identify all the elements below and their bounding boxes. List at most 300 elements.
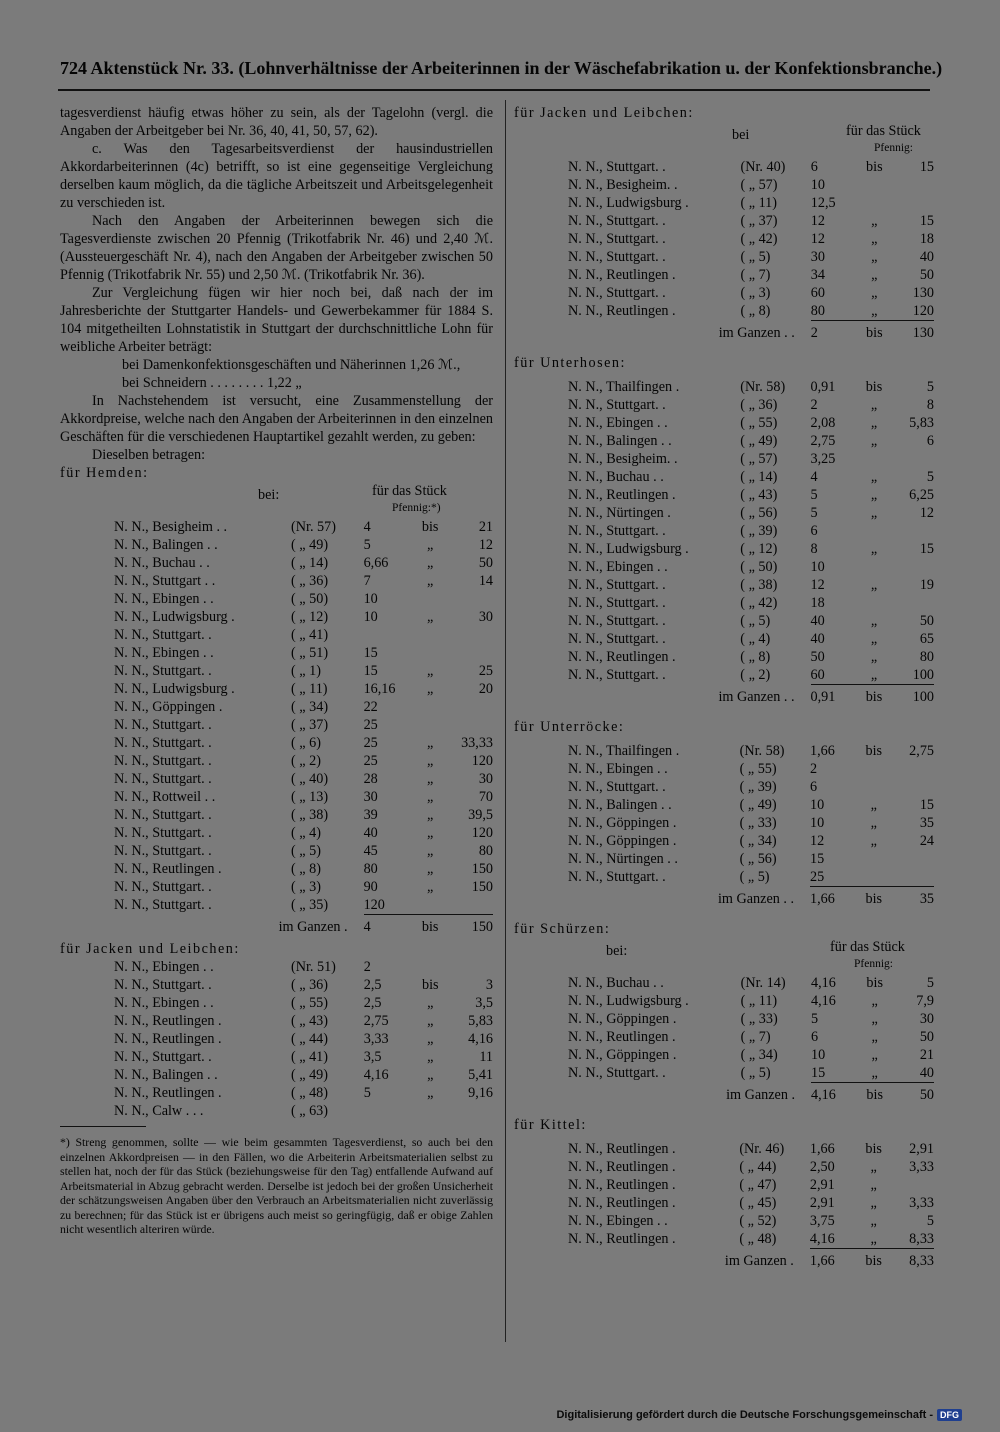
table-row <box>60 824 493 842</box>
price-from: 2,08 <box>810 415 836 431</box>
price-from: 2,50 <box>809 1159 835 1175</box>
price-from: 4,16 <box>363 1067 389 1083</box>
table-row <box>60 626 493 644</box>
total-row <box>60 915 493 937</box>
header-rule <box>58 89 930 91</box>
price-to: 19 <box>919 577 934 593</box>
shop-name: N. N., Buchau . . <box>568 975 664 991</box>
table-row <box>514 266 934 284</box>
range-sign: „ <box>427 1049 434 1065</box>
shop-number: ( „ 3) <box>291 879 321 895</box>
price-to: 80 <box>478 843 493 859</box>
price-from: 1,66 <box>809 1141 835 1157</box>
table-row <box>514 1176 934 1194</box>
page-header: 724 Aktenstück Nr. 33. (Lohnverhältnisse der Arbeiterinnen in der Wäschefabrikation u. der Konfektionsbranche.) <box>60 58 943 78</box>
price-from: 0,91 <box>810 379 836 395</box>
table-row <box>60 554 493 572</box>
price-from: 25 <box>363 735 378 751</box>
table-row <box>514 850 934 868</box>
range-sign: bis <box>866 975 883 991</box>
shop-number: ( „ 39) <box>740 523 778 539</box>
table-row <box>60 1084 493 1102</box>
range-sign: „ <box>427 825 434 841</box>
range-sign <box>413 896 448 915</box>
shop-number: ( „ 12) <box>740 541 778 557</box>
shop-name: N. N., Stuttgart. . <box>568 231 666 247</box>
paragraph-1: tagesverdienst häufig etwas höher zu sein, als der Tagelohn (vergl. die Angaben der Arbeitgeber bei Nr. 36, 40, 41, 50, 57, 62). <box>60 105 493 139</box>
price-to: 8,33 <box>909 1231 934 1247</box>
price-to: 50 <box>919 613 934 629</box>
head-pfennig: Pfennig: <box>854 958 893 970</box>
price-to: 21 <box>478 519 493 535</box>
range-sign: bis <box>857 1249 891 1271</box>
price-from: 40 <box>363 825 378 841</box>
range-sign: „ <box>870 541 878 557</box>
range-sign: „ <box>871 231 878 247</box>
price-from: 18 <box>810 595 825 611</box>
price-from: 10 <box>363 609 378 625</box>
shop-number: (Nr. 58) <box>740 379 786 395</box>
price-from: 22 <box>363 699 378 715</box>
range-sign: „ <box>427 609 434 625</box>
price-to: 70 <box>478 789 493 805</box>
range-sign: „ <box>427 1031 434 1047</box>
shop-name: N. N., Stuttgart. . <box>568 159 666 175</box>
shop-name: N. N., Ludwigsburg . <box>568 541 689 557</box>
price-from: 3,75 <box>809 1213 835 1229</box>
range-sign: „ <box>870 613 878 629</box>
shop-name: N. N., Reutlingen . <box>114 1085 222 1101</box>
shop-number: ( „ 48) <box>739 1231 777 1247</box>
price-from: 80 <box>363 861 378 877</box>
table-row <box>514 450 934 468</box>
price-to: 15 <box>919 797 934 813</box>
price-to: 80 <box>919 649 934 665</box>
range-sign: „ <box>427 555 434 571</box>
price-to: 5,83 <box>909 415 934 431</box>
shop-number: ( „ 51) <box>291 645 329 661</box>
shop-name: N. N., Ludwigsburg . <box>114 681 235 697</box>
price-from: 5 <box>811 1011 819 1027</box>
table-row <box>514 302 934 321</box>
price-to: 8 <box>926 397 934 413</box>
price-to: 33,33 <box>461 735 493 751</box>
price-from: 6,66 <box>363 555 389 571</box>
shop-name: N. N., Balingen . . <box>114 1067 218 1083</box>
table-row <box>60 860 493 878</box>
shop-name: N. N., Stuttgart. . <box>568 631 666 647</box>
price-to: 11 <box>479 1049 493 1065</box>
shop-name: N. N., Stuttgart. . <box>568 523 666 539</box>
paragraph-4: Zur Vergleichung fügen wir hier noch bei, daß nach der im Jahresberichte der Stuttgarter Handels- und Gewerbekammer für 1884 S. 104 mitgetheilten Lohnstatistik in Stuttgart der durchschnittliche Lohn für weibliche Arbeiter beträgt: <box>60 285 493 355</box>
range-sign: bis <box>421 519 439 535</box>
total-to: 8,33 <box>891 1249 935 1271</box>
table-row <box>514 230 934 248</box>
shop-number: ( „ 38) <box>740 577 778 593</box>
range-sign <box>413 644 448 662</box>
range-sign: bis <box>866 159 883 175</box>
price-to: 3,33 <box>909 1159 934 1175</box>
wage-example-1: bei Damenkonfektionsgeschäften und Näherinnen 1,26 ℳ., <box>122 357 461 373</box>
shop-name: N. N., Stuttgart. . <box>568 213 666 229</box>
range-sign: „ <box>427 735 434 751</box>
price-to: 120 <box>912 303 934 319</box>
shop-name: N. N., Stuttgart. . <box>114 879 212 895</box>
range-sign: „ <box>870 815 877 831</box>
range-sign: bis <box>858 1083 892 1105</box>
price-from: 40 <box>810 631 825 647</box>
table-row <box>514 612 934 630</box>
section-title-schuerzen: für Schürzen: <box>514 921 611 937</box>
price-to: 39,5 <box>468 807 493 823</box>
total-row <box>514 1083 934 1105</box>
shop-name: N. N., Balingen . . <box>568 433 672 449</box>
range-sign: bis <box>421 977 439 993</box>
shop-name: N. N., Stuttgart. . <box>114 627 212 643</box>
shop-name: N. N., Göppingen . <box>114 699 223 715</box>
shop-name: N. N., Ludwigsburg . <box>568 195 689 211</box>
price-from: 1,66 <box>810 743 835 759</box>
table-row <box>60 1102 493 1120</box>
shop-name: N. N., Göppingen . <box>568 815 677 831</box>
range-sign: „ <box>871 1047 878 1063</box>
range-sign: „ <box>871 993 878 1009</box>
table-head <box>514 938 934 974</box>
shop-number: ( „ 34) <box>740 1047 778 1063</box>
price-to: 20 <box>478 681 493 697</box>
range-sign: bis <box>413 915 448 937</box>
table-row <box>60 806 493 824</box>
shop-name: N. N., Stuttgart. . <box>568 869 666 885</box>
table-row <box>514 522 934 540</box>
table-row <box>514 974 934 992</box>
shop-name: N. N., Stuttgart. . <box>114 825 212 841</box>
section-title-hemden: für Hemden: <box>60 465 149 481</box>
table-row <box>514 540 934 558</box>
price-to: 6 <box>926 433 934 449</box>
shop-name: N. N., Balingen . . <box>114 537 218 553</box>
price-from: 80 <box>810 303 825 319</box>
table-row <box>514 378 934 396</box>
digitization-credit <box>556 1406 962 1424</box>
shop-name: N. N., Besigheim. . <box>568 177 678 193</box>
shop-number: ( „ 13) <box>291 789 329 805</box>
schuerzen-table <box>514 974 934 1104</box>
price-from: 3,5 <box>363 1049 382 1065</box>
table-row <box>514 1140 934 1158</box>
price-from <box>364 626 413 644</box>
range-sign <box>857 522 890 540</box>
shop-number: ( „ 8) <box>740 649 771 665</box>
price-to: 150 <box>471 879 493 895</box>
shop-number: ( „ 6) <box>291 735 321 751</box>
table-row <box>60 1030 493 1048</box>
table-row <box>60 1048 493 1066</box>
shop-name: N. N., Ebingen . . <box>114 645 214 661</box>
table-row <box>514 576 934 594</box>
price-to: 30 <box>478 771 493 787</box>
table-row <box>514 284 934 302</box>
range-sign: bis <box>857 685 890 707</box>
shop-name: N. N., Stuttgart. . <box>114 897 212 913</box>
shop-number: ( „ 7) <box>740 1029 771 1045</box>
price-from: 4 <box>810 469 818 485</box>
range-sign: „ <box>427 1085 434 1101</box>
shop-number: ( „ 33) <box>739 815 777 831</box>
table-row <box>60 716 493 734</box>
table-row <box>60 572 493 590</box>
shop-name: N. N., Buchau . . <box>114 555 210 571</box>
shop-number: ( „ 4) <box>291 825 321 841</box>
total-to: 50 <box>891 1083 934 1105</box>
table-row <box>514 742 934 760</box>
price-from: 15 <box>810 851 825 867</box>
shop-number: ( „ 11) <box>740 993 778 1009</box>
price-to: 5,41 <box>468 1067 493 1083</box>
table-row <box>514 760 934 778</box>
shop-number: ( „ 36) <box>290 977 328 993</box>
range-sign: „ <box>870 631 878 647</box>
shop-number: ( „ 5) <box>740 1065 771 1081</box>
price-from: 39 <box>363 807 378 823</box>
price-from: 4,16 <box>809 1231 835 1247</box>
range-sign <box>858 176 892 194</box>
price-from: 10 <box>811 1047 826 1063</box>
price-to: 15 <box>919 541 934 557</box>
dfg-logo-icon: DFG <box>937 1409 962 1421</box>
range-sign: „ <box>870 833 877 849</box>
total-row <box>514 887 934 909</box>
price-to: 40 <box>919 1065 934 1081</box>
total-to: 130 <box>891 321 934 343</box>
price-to: 130 <box>912 285 934 301</box>
section-title-jacken: für Jacken und Leibchen: <box>60 941 240 957</box>
range-sign: „ <box>871 213 878 229</box>
table-row <box>60 536 493 554</box>
shop-number: ( „ 52) <box>739 1213 777 1229</box>
shop-name: N. N., Thailfingen . <box>568 379 680 395</box>
shop-number: ( „ 11) <box>291 681 328 697</box>
price-to: 50 <box>919 1029 934 1045</box>
shop-number: ( „ 2) <box>291 753 321 769</box>
shop-name: N. N., Stuttgart. . <box>568 613 666 629</box>
price-from: 4 <box>363 519 371 535</box>
range-sign <box>858 194 892 212</box>
shop-name: N. N., Stuttgart. . <box>568 595 666 611</box>
unterroecke-table <box>514 742 934 908</box>
shop-number: ( „ 43) <box>290 1013 328 1029</box>
price-from: 2 <box>363 959 371 975</box>
shop-number: ( „ 5) <box>739 869 770 885</box>
shop-number: ( „ 33) <box>740 1011 778 1027</box>
table-row <box>60 590 493 608</box>
kittel-table <box>514 1140 934 1270</box>
shop-number: ( „ 44) <box>290 1031 328 1047</box>
price-from: 10 <box>810 815 825 831</box>
price-to <box>891 778 934 796</box>
price-to: 120 <box>471 753 493 769</box>
range-sign: „ <box>427 789 434 805</box>
shop-number: ( „ 50) <box>740 559 778 575</box>
price-from: 2,75 <box>810 433 836 449</box>
price-to: 50 <box>478 555 493 571</box>
price-to: 24 <box>919 833 934 849</box>
table-row <box>514 176 934 194</box>
shop-name: N. N., Ebingen . . <box>114 995 214 1011</box>
table-row <box>514 1010 934 1028</box>
right-column <box>514 104 934 1270</box>
table-head <box>60 482 493 518</box>
price-to: 6,25 <box>909 487 934 503</box>
price-from: 8 <box>810 541 818 557</box>
price-to <box>448 716 493 734</box>
shop-name: N. N., Thailfingen . <box>568 743 680 759</box>
shop-number: ( „ 56) <box>740 505 778 521</box>
price-to: 30 <box>478 609 493 625</box>
price-to <box>891 176 934 194</box>
shop-number: ( „ 5) <box>740 249 771 265</box>
range-sign: „ <box>427 1013 434 1029</box>
price-to: 35 <box>919 815 934 831</box>
table-row <box>60 752 493 770</box>
range-sign <box>857 850 891 868</box>
price-to <box>891 194 934 212</box>
price-from: 120 <box>363 897 385 913</box>
range-sign: „ <box>427 663 434 679</box>
table-row <box>514 778 934 796</box>
price-from: 12 <box>810 833 825 849</box>
shop-number: ( „ 38) <box>291 807 329 823</box>
shop-name: N. N., Stuttgart. . <box>568 779 666 795</box>
paragraph-3: Nach den Angaben der Arbeiterinnen bewegen sich die Tagesverdienste zwischen 20 Pfennig (Trikotfabrik Nr. 46) und 2,40 ℳ. (Aussteuergeschäft Nr. 4), nach den Angaben der Arbeitgeber zwischen 50 Pfennig (Trikotfabrik Nr. 55) und 2,50 ℳ. (Trikotfabrik Nr. 36). <box>60 213 493 283</box>
head-pfennig: Pfennig: <box>874 142 913 154</box>
shop-name: N. N., Reutlingen . <box>568 1177 676 1193</box>
shop-number: ( „ 37) <box>740 213 778 229</box>
total-label: im Ganzen . . <box>718 688 795 705</box>
jacken-table <box>60 958 493 1120</box>
shop-number: ( „ 49) <box>740 433 778 449</box>
wage-example-2: bei Schneidern . . . . . . . . 1,22 „ <box>122 375 302 391</box>
shop-name: N. N., Göppingen . <box>568 1047 677 1063</box>
price-from: 4,16 <box>811 975 836 991</box>
shop-name: N. N., Reutlingen . <box>568 1195 676 1211</box>
table-row <box>514 1194 934 1212</box>
range-sign: bis <box>858 321 892 343</box>
range-sign: „ <box>870 1231 877 1247</box>
price-from: 10 <box>810 177 825 193</box>
range-sign: bis <box>865 743 883 759</box>
range-sign: „ <box>871 1011 878 1027</box>
shop-name: N. N., Reutlingen . <box>568 1029 676 1045</box>
table-row <box>514 212 934 230</box>
shop-name: N. N., Stuttgart. . <box>114 717 212 733</box>
range-sign: bis <box>865 379 883 395</box>
range-sign: „ <box>870 415 878 431</box>
shop-name: N. N., Ebingen . . <box>568 761 668 777</box>
range-sign: „ <box>427 861 434 877</box>
total-row <box>514 1249 934 1271</box>
head-bei: bei: <box>258 487 280 503</box>
shop-name: N. N., Göppingen . <box>568 833 677 849</box>
range-sign: „ <box>871 303 878 319</box>
total-row <box>514 321 934 343</box>
shop-number: ( „ 42) <box>740 595 778 611</box>
credit-text: Digitalisierung gefördert durch die Deutsche Forschungsgemeinschaft - <box>556 1409 933 1421</box>
range-sign <box>857 868 891 887</box>
footnote-rule <box>60 1126 146 1127</box>
shop-name: N. N., Nürtingen . <box>568 505 671 521</box>
price-to: 21 <box>919 1047 934 1063</box>
range-sign: „ <box>870 469 878 485</box>
table-row <box>514 486 934 504</box>
total-label: im Ganzen . . <box>717 890 795 907</box>
table-row <box>514 468 934 486</box>
table-row <box>514 432 934 450</box>
shop-number: (Nr. 57) <box>291 519 336 535</box>
table-row <box>60 518 493 536</box>
range-sign: „ <box>870 667 878 683</box>
range-sign: „ <box>870 487 878 503</box>
price-from: 6 <box>810 523 818 539</box>
shop-number: ( „ 41) <box>290 1049 328 1065</box>
shop-number: ( „ 56) <box>739 851 777 867</box>
shop-number: ( „ 7) <box>740 267 771 283</box>
shop-name: N. N., Reutlingen . <box>568 1231 676 1247</box>
shop-number: ( „ 49) <box>739 797 777 813</box>
price-to: 5 <box>926 975 934 991</box>
shop-number: ( „ 12) <box>291 609 329 625</box>
total-label: im Ganzen . <box>724 1252 794 1269</box>
price-from: 2,75 <box>363 1013 389 1029</box>
table-row <box>60 976 493 994</box>
price-to: 40 <box>919 249 934 265</box>
range-sign <box>413 698 448 716</box>
shop-number: ( „ 45) <box>739 1195 777 1211</box>
footnote: *) Streng genommen, sollte — wie beim gesammten Tagesverdienst, so auch bei den einzelnen Akkordpreisen — in den Fällen, wo die Arbeiterin Arbeitsmaterialien selbst zu stellen hat, noch der für das Stück (beziehungsweise für den Tag) entfallende Aufwand auf Arbeitsmaterial in Abzug gebracht werden. Derselbe ist jedoch bei der großen Unsicherheit der schätzungsweisen Angaben über den Verbrauch an Arbeitsmaterialien nicht zuverlässig zu berechnen; für das Stück ist er übrigens auch meist so geringfügig, daß er obige Zahlen nicht wesentlich alteriren würde. <box>60 1135 493 1236</box>
shop-name: N. N., Stuttgart. . <box>568 397 666 413</box>
shop-name: N. N., Ebingen . . <box>568 415 668 431</box>
price-from: 15 <box>811 1065 826 1081</box>
shop-name: N. N., Ebingen . . <box>114 959 214 975</box>
price-to <box>448 698 493 716</box>
shop-number: ( „ 34) <box>291 699 329 715</box>
price-from: 5 <box>363 1085 371 1101</box>
range-sign: „ <box>871 285 878 301</box>
total-to: 100 <box>891 685 934 707</box>
shop-name: N. N., Stuttgart. . <box>114 807 212 823</box>
range-sign: „ <box>427 537 434 553</box>
shop-name: N. N., Stuttgart. . <box>568 667 666 683</box>
range-sign: „ <box>871 1029 878 1045</box>
table-row <box>514 558 934 576</box>
price-from: 60 <box>810 667 825 683</box>
head-per-piece: für das Stück <box>830 939 905 955</box>
price-to <box>891 850 934 868</box>
price-from: 6 <box>810 779 818 795</box>
price-from: 2,91 <box>809 1195 835 1211</box>
shop-number: ( „ 1) <box>291 663 321 679</box>
price-to: 50 <box>919 267 934 283</box>
shop-name: N. N., Ebingen . . <box>568 1213 668 1229</box>
shop-number: ( „ 50) <box>291 591 329 607</box>
price-from: 7 <box>363 573 371 589</box>
price-from: 2 <box>810 761 818 777</box>
price-to: 3,33 <box>909 1195 934 1211</box>
range-sign <box>857 558 890 576</box>
head-per-piece: für das Stück <box>372 483 447 499</box>
price-to <box>448 896 493 915</box>
shop-name: N. N., Reutlingen . <box>568 1159 676 1175</box>
